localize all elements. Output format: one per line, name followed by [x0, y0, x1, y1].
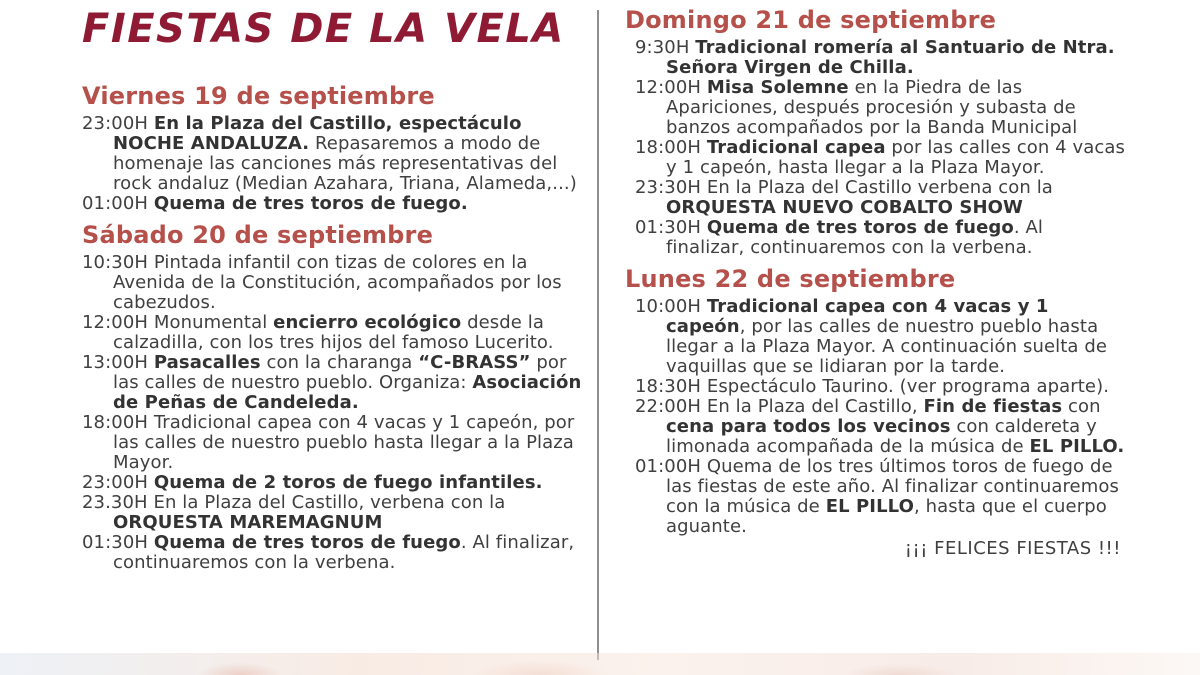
event-time: 9:30H — [635, 37, 696, 58]
event-time: 18:30H — [635, 376, 707, 397]
column-right — [625, 6, 1125, 559]
event-text: Quema de los tres últimos toros de fuego de las fiestas de este año. Al finalizar continuaremos con la música de — [666, 456, 1119, 517]
event-item — [635, 297, 1125, 377]
event-time: 13:00H — [82, 352, 154, 373]
column-left — [82, 6, 590, 573]
event-time: 18:00H — [635, 137, 707, 158]
event-item — [82, 533, 590, 573]
event-text-bold: En la Plaza del Castillo, espectáculo NOCHE ANDALUZA. — [113, 113, 522, 154]
event-text-bold: cena para todos los vecinos — [666, 416, 951, 437]
event-text: Tradicional capea con 4 vacas y 1 capeón, por las calles de nuestro pueblo hasta llegar a la Plaza Mayor. — [113, 412, 575, 473]
event-text-bold: Tradicional capea con 4 vacas y 1 capeón — [666, 296, 1049, 337]
event-time: 01:30H — [82, 532, 154, 553]
event-text: En la Plaza del Castillo, verbena con la — [153, 492, 506, 513]
event-item — [82, 313, 590, 353]
event-text-bold: Quema de tres toros de fuego. — [153, 193, 468, 214]
event-text: en la Piedra de las Apariciones, después procesión y subasta de banzos acompañados por la Banda Municipal — [666, 77, 1078, 138]
day-heading: Domingo 21 de septiembre — [625, 6, 997, 34]
event-text: Pintada infantil con tizas de colores en la Avenida de la Constitución, acompañados por los cabezudos. — [113, 252, 562, 313]
event-text: En la Plaza del Castillo, — [706, 396, 924, 417]
event-text-bold: ORQUESTA MAREMAGNUM — [113, 512, 383, 533]
event-text: con — [1062, 396, 1101, 417]
event-text-bold: Quema de tres toros de fuego — [153, 532, 461, 553]
event-item — [635, 178, 1125, 218]
event-text: , por las calles de nuestro pueblo hasta llegar a la Plaza Mayor. A continuación suelta de vaquillas que se lidiaran por la tarde. — [666, 316, 1108, 377]
event-item — [635, 218, 1125, 258]
event-text-bold: ORQUESTA NUEVO COBALTO SHOW — [666, 197, 1023, 218]
event-item — [635, 377, 1125, 397]
event-text: Espectáculo Taurino. (ver programa aparte). — [706, 376, 1110, 397]
event-item — [635, 397, 1125, 457]
event-text: En la Plaza del Castillo verbena con la — [706, 177, 1053, 198]
event-text: Repasaremos a modo de homenaje las canciones más representativas del rock andaluz (Median Azahara, Triana, Alameda,...) — [113, 133, 577, 194]
closing-message: ¡¡¡ FELICES FIESTAS !!! — [904, 538, 1121, 559]
event-text: por las calles con 4 vacas y 1 capeón, hasta llegar a la Plaza Mayor. — [666, 137, 1126, 178]
event-item — [82, 413, 590, 473]
event-text: . Al finalizar, continuaremos con la verbena. — [113, 532, 575, 573]
event-item — [82, 473, 590, 493]
event-time: 18:00H — [82, 412, 154, 433]
event-text-bold: encierro ecológico — [273, 312, 462, 333]
event-time: 10:00H — [635, 296, 707, 317]
event-time: 01:30H — [635, 217, 707, 238]
event-text-bold: Misa Solemne — [706, 77, 849, 98]
event-text: con la charanga — [260, 352, 419, 373]
event-time: 22:00H — [635, 396, 707, 417]
event-time: 23:00H — [82, 472, 154, 493]
event-text-bold: Pasacalles — [153, 352, 261, 373]
event-item — [635, 78, 1125, 138]
event-text: , hasta que el cuerpo aguante. — [666, 496, 1107, 537]
event-text-bold: Tradicional romería al Santuario de Ntra. Señora Virgen de Chilla. — [666, 37, 1115, 78]
sections-left — [82, 82, 590, 573]
event-time: 23.30H — [82, 492, 154, 513]
event-item — [635, 457, 1125, 537]
event-time: 01:00H — [635, 456, 707, 477]
event-text-bold: Quema de tres toros de fuego — [706, 217, 1014, 238]
background-photo-edge — [0, 653, 1200, 675]
event-item — [82, 353, 590, 413]
event-item — [635, 138, 1125, 178]
event-text-bold: Asociación de Peñas de Candeleda. — [113, 372, 582, 413]
event-text-bold: Quema de 2 toros de fuego infantiles. — [153, 472, 543, 493]
event-item — [82, 493, 590, 533]
event-text-bold: EL PILLO — [825, 496, 915, 517]
event-item — [82, 253, 590, 313]
sections-right — [625, 6, 1125, 537]
event-text-bold: EL PILLO. — [1029, 436, 1125, 457]
event-item — [82, 114, 590, 194]
day-heading: Sábado 20 de septiembre — [82, 221, 434, 249]
event-time: 23:00H — [82, 113, 154, 134]
page-title: FIESTAS DE LA VELA — [82, 6, 565, 52]
event-time: 23:30H — [635, 177, 707, 198]
event-time: 12:00H — [82, 312, 154, 333]
column-divider — [597, 10, 599, 660]
event-text-bold: “C-BRASS” — [418, 352, 531, 373]
event-time: 12:00H — [635, 77, 707, 98]
day-heading: Viernes 19 de septiembre — [82, 82, 435, 110]
event-time: 01:00H — [82, 193, 154, 214]
event-item — [82, 194, 590, 214]
event-text: por las calles de nuestro pueblo. Organiza: — [113, 352, 567, 393]
event-text: desde la calzadilla, con los tres hijos del famoso Lucerito. — [113, 312, 554, 353]
event-text: Monumental — [153, 312, 274, 333]
event-text: . Al finalizar, continuaremos con la verbena. — [666, 217, 1043, 258]
event-item — [635, 38, 1125, 78]
event-text-bold: Fin de fiestas — [923, 396, 1063, 417]
event-text: con caldereta y limonada acompañada de la música de — [666, 416, 1097, 457]
day-heading: Lunes 22 de septiembre — [625, 265, 956, 293]
event-text-bold: Tradicional capea — [706, 137, 886, 158]
event-time: 10:30H — [82, 252, 154, 273]
